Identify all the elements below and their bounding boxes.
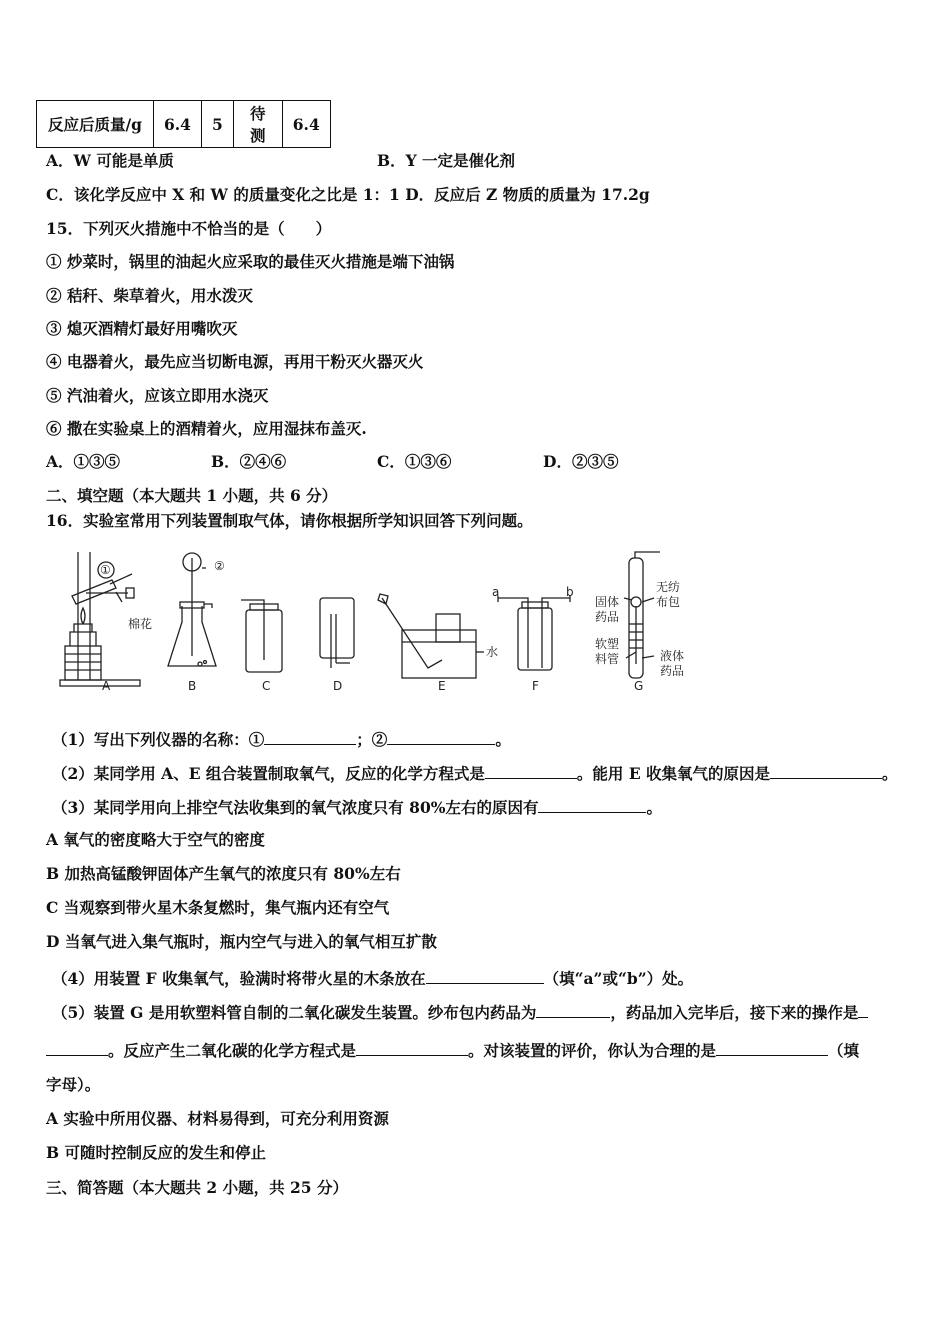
section-heading: 三、简答题（本大题共 2 小题，共 25 分） [46,1178,348,1197]
q14-option-cd: C．该化学反应中 X 和 W 的质量变化之比是 1：1 D．反应后 Z 物质的质量为 17.2g [46,185,650,204]
q16-3-option-d: D 当氧气进入集气瓶时，瓶内空气与进入的氧气相互扩散 [46,932,437,951]
q16-part-2: （2）某同学用 A、E 组合装置制取氧气，反应的化学方程式是 。能用 E 收集氧气的原因是 。 [52,764,898,783]
label-b: B [188,679,197,693]
water-label: 水 [486,645,499,659]
label-d: D [333,679,343,693]
q15-stem: 15．下列灭火措施中不恰当的是（ ） [46,219,332,238]
tube-label: 软塑 [595,637,620,651]
q15-option-b: B．②④⑥ [211,452,287,471]
q16-3-option-a: A 氧气的密度略大于空气的密度 [46,830,265,849]
table-row [37,101,331,148]
label-f: F [532,679,539,693]
q15-option-a: A．①③⑤ [46,452,121,471]
answer-blank[interactable] [485,762,577,779]
table-cell: 待测 [233,101,282,148]
label-e: E [438,679,446,693]
q15-item: ③ 熄灭酒精灯最好用嘴吹灭 [46,319,238,338]
q15-item: ② 秸秆、柴草着火，用水泼灭 [46,286,253,305]
apparatus-g [624,552,660,678]
table-cell: 5 [201,101,233,148]
q15-item: ① 炒菜时，锅里的油起火应采取的最佳灭火措施是端下油锅 [46,252,455,271]
mass-table [36,100,331,148]
answer-blank[interactable] [264,728,356,745]
solid-label: 药品 [595,610,620,624]
answer-blank[interactable] [356,1039,468,1056]
answer-blank[interactable] [538,796,646,813]
q16-5-option-a: A 实验中所用仪器、材料易得到，可充分利用资源 [46,1109,389,1128]
answer-blank[interactable] [387,728,495,745]
apparatus-c [241,600,282,672]
section-heading: 二、填空题（本大题共 1 小题，共 6 分） [46,486,338,505]
bag-label: 布包 [656,595,681,609]
port-a-label: a [492,585,500,599]
q16-3-option-b: B 加热高锰酸钾固体产生氧气的浓度只有 80%左右 [46,864,401,883]
q16-part-1: （1）写出下列仪器的名称：① ；② 。 [52,730,511,749]
q16-3-option-c: C 当观察到带火星木条复燃时，集气瓶内还有空气 [46,898,390,917]
q15-item: ⑥ 撒在实验桌上的酒精着火，应用湿抹布盖灭. [46,419,367,438]
q15-option-d: D．②③⑤ [543,452,619,471]
label-a: A [102,679,111,693]
tube-label: 料管 [595,652,620,666]
answer-blank[interactable] [770,762,882,779]
q15-option-c: C．①③⑥ [377,452,452,471]
answer-blank[interactable] [858,1001,868,1018]
apparatus-e [378,594,484,678]
table-cell: 6.4 [282,101,330,148]
q16-part-4: （4）用装置 F 收集氧气，验满时将带火星的木条放在 （填“a”或“b”）处。 [52,969,694,988]
label-c: C [262,679,271,693]
q16-part-5: （5）装置 G 是用软塑料管自制的二氧化碳发生装置。纱布包内药品为 ，药品加入完毕后，接下来的操作是 [52,1001,868,1023]
apparatus-d [320,598,354,668]
liquid-label: 药品 [660,664,685,678]
answer-blank[interactable] [716,1039,828,1056]
table-cell: 6.4 [154,101,202,148]
q16-part-3: （3）某同学用向上排空气法收集到的氧气浓度只有 80%左右的原因有 。 [52,798,662,817]
q14-option-a: A．W 可能是单质 [46,151,174,170]
q15-item: ⑤ 汽油着火，应该立即用水浇灭 [46,386,269,405]
port-b-label: b [566,585,574,599]
circle-2-marker: ② [214,559,225,573]
label-g: G [634,679,644,693]
q16-part-5-cont: 。反应产生二氧化碳的化学方程式是 。对该装置的评价，你认为合理的是 （填 [46,1039,859,1061]
apparatus-figure [50,548,710,698]
liquid-label: 液体 [660,649,685,663]
mianhua-label: 棉花 [128,617,153,631]
bag-label: 无纺 [656,580,681,594]
apparatus-f [498,596,570,670]
circle-1-marker: ① [100,563,111,577]
answer-blank[interactable] [46,1039,108,1056]
q16-stem: 16．实验室常用下列装置制取气体，请你根据所学知识回答下列问题。 [46,511,533,530]
q16-part-5-end: 字母）。 [46,1075,101,1094]
q16-5-option-b: B 可随时控制反应的发生和停止 [46,1143,266,1162]
table-row-label: 反应后质量/g [37,101,154,148]
apparatus-b [168,553,216,666]
answer-blank[interactable] [536,1001,610,1018]
q14-option-b: B．Y 一定是催化剂 [377,151,516,170]
answer-blank[interactable] [426,967,544,984]
solid-label: 固体 [595,595,620,609]
q15-item: ④ 电器着火，最先应当切断电源，再用干粉灭火器灭火 [46,352,424,371]
